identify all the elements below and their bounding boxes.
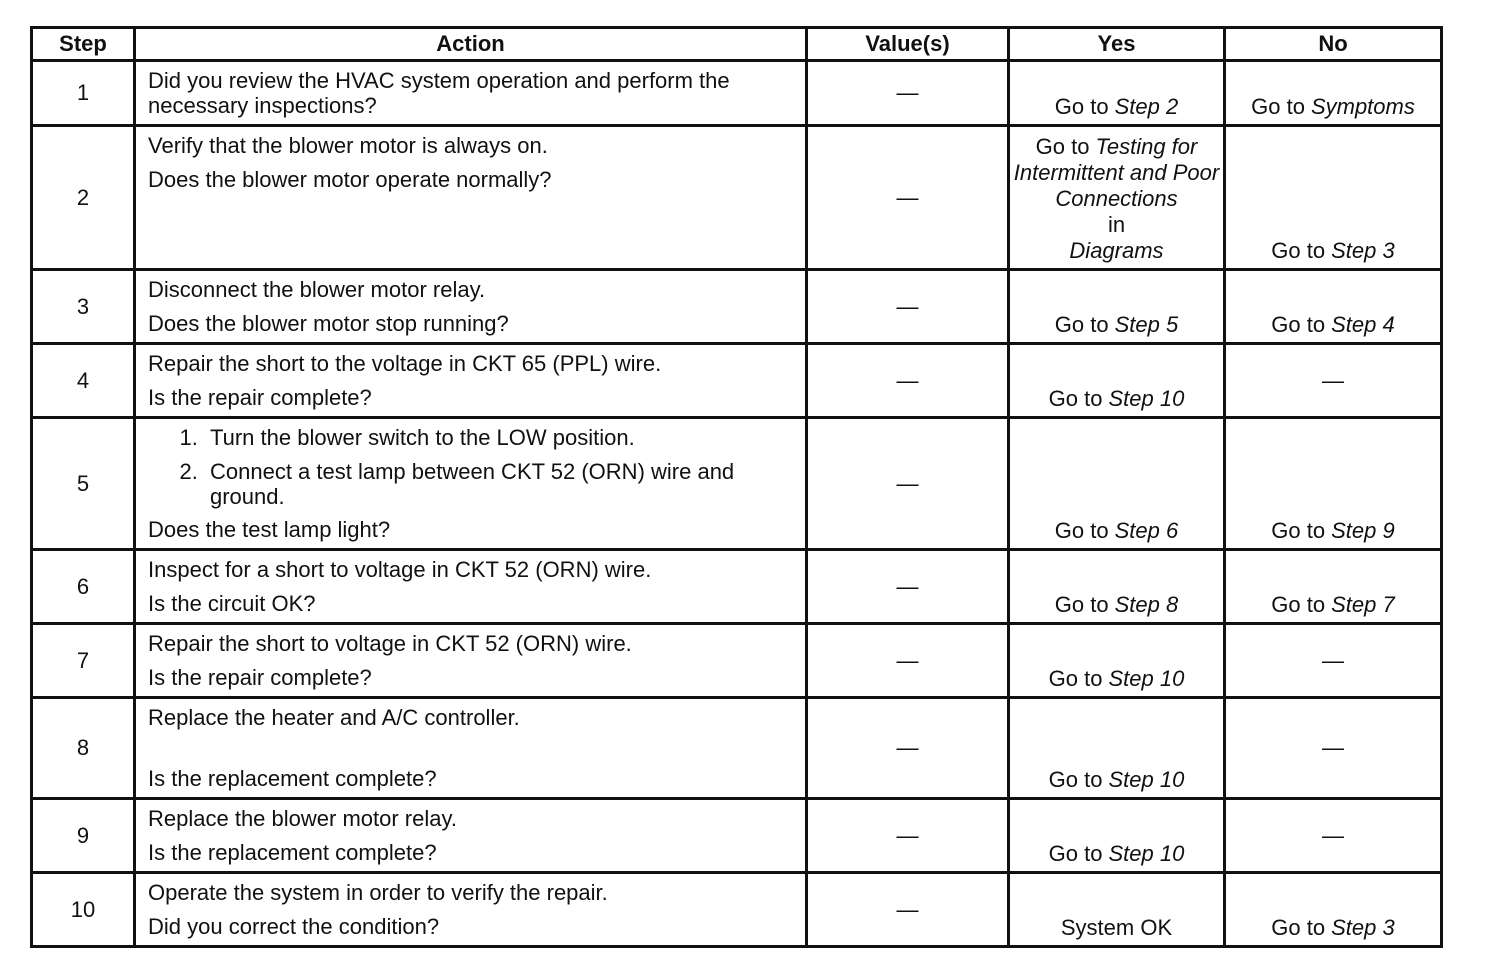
- yes-outcome-reference: Testing for Intermittent and Poor Connections: [1013, 134, 1220, 211]
- value-cell: —: [807, 550, 1009, 624]
- no-outcome-text: —: [1322, 822, 1344, 848]
- value-cell: —: [807, 270, 1009, 344]
- yes-outcome-prefix: Go to: [1054, 94, 1109, 119]
- yes-outcome-prefix: Go to: [1054, 592, 1109, 617]
- step-number: 3: [32, 270, 135, 344]
- action-text: Does the blower motor operate normally?: [148, 167, 552, 192]
- yes-outcome: [1009, 698, 1225, 799]
- action-text: Is the replacement complete?: [148, 766, 437, 791]
- action-text: Replace the heater and A/C controller.: [148, 705, 520, 730]
- yes-outcome-text: System OK: [1060, 915, 1173, 940]
- yes-outcome-reference: Step 10: [1108, 666, 1185, 691]
- step-number: 8: [32, 698, 135, 799]
- action-text: Operate the system in order to verify the repair.: [148, 880, 608, 905]
- header-yes: Yes: [1009, 28, 1225, 61]
- no-outcome-reference: Step 3: [1331, 238, 1395, 263]
- step-number: 6: [32, 550, 135, 624]
- step-number: 5: [32, 418, 135, 550]
- action-cell: [135, 344, 807, 418]
- table-row: [32, 873, 1442, 947]
- table-row: [32, 698, 1442, 799]
- action-cell: [135, 270, 807, 344]
- step-number: 2: [32, 126, 135, 270]
- step-number: 1: [32, 61, 135, 126]
- value-cell: —: [807, 799, 1009, 873]
- yes-outcome-prefix: Go to: [1048, 841, 1103, 866]
- header-values: Value(s): [807, 28, 1009, 61]
- yes-outcome-connector: in: [1107, 212, 1126, 237]
- no-outcome-reference: Step 9: [1331, 518, 1395, 543]
- table-body: [32, 61, 1442, 947]
- yes-outcome: [1009, 418, 1225, 550]
- diagnostic-table: [30, 26, 1443, 948]
- no-outcome-text: —: [1322, 735, 1344, 760]
- yes-outcome-prefix: Go to: [1054, 518, 1109, 543]
- action-text: Disconnect the blower motor relay.: [148, 277, 486, 302]
- no-outcome-reference: Step 7: [1331, 592, 1395, 617]
- step-number: 9: [32, 799, 135, 873]
- no-outcome: [1225, 344, 1442, 418]
- action-text: Did you correct the condition?: [148, 914, 440, 939]
- no-outcome: [1225, 873, 1442, 947]
- table-row: [32, 126, 1442, 270]
- yes-outcome: [1009, 126, 1225, 270]
- yes-outcome: [1009, 344, 1225, 418]
- yes-outcome-reference: Step 5: [1114, 312, 1179, 337]
- action-step-item: 2. Connect a test lamp between CKT 52 (ORN) wire and ground.: [204, 459, 795, 509]
- yes-outcome-prefix: Go to: [1054, 312, 1109, 337]
- action-cell: [135, 698, 807, 799]
- yes-outcome-reference: Step 2: [1114, 94, 1179, 119]
- table-row: [32, 550, 1442, 624]
- no-outcome-reference: Step 4: [1331, 312, 1395, 337]
- action-cell: [135, 799, 807, 873]
- action-cell: [135, 126, 807, 270]
- action-cell: [135, 624, 807, 698]
- action-step-item: 1. Turn the blower switch to the LOW position.: [204, 425, 795, 450]
- table-row: [32, 624, 1442, 698]
- yes-outcome: [1009, 270, 1225, 344]
- no-outcome: [1225, 418, 1442, 550]
- action-text: Inspect for a short to voltage in CKT 52 (ORN) wire.: [148, 557, 652, 582]
- no-outcome-text: —: [1322, 367, 1344, 393]
- table-header-row: [32, 28, 1442, 61]
- yes-outcome-prefix: Go to: [1048, 386, 1103, 411]
- action-text: Is the repair complete?: [148, 665, 372, 690]
- action-text: Does the test lamp light?: [148, 517, 391, 542]
- yes-outcome-reference: Step 10: [1108, 841, 1185, 866]
- table-row: [32, 61, 1442, 126]
- value-cell: —: [807, 344, 1009, 418]
- header-step: Step: [32, 28, 135, 61]
- value-cell: —: [807, 418, 1009, 550]
- yes-outcome-prefix: Go to: [1035, 134, 1090, 159]
- no-outcome-prefix: Go to: [1271, 915, 1326, 940]
- action-cell: [135, 61, 807, 126]
- step-number: 7: [32, 624, 135, 698]
- no-outcome: [1225, 624, 1442, 698]
- action-text: Is the circuit OK?: [148, 591, 316, 616]
- no-outcome-text: —: [1322, 647, 1344, 673]
- yes-outcome: [1009, 799, 1225, 873]
- no-outcome: [1225, 61, 1442, 126]
- value-cell: —: [807, 873, 1009, 947]
- action-cell: [135, 873, 807, 947]
- action-cell: [135, 418, 807, 550]
- value-cell: —: [807, 698, 1009, 799]
- yes-outcome: [1009, 873, 1225, 947]
- action-text: Verify that the blower motor is always on.: [148, 133, 548, 158]
- step-number: 10: [32, 873, 135, 947]
- action-text: Does the blower motor stop running?: [148, 311, 509, 336]
- action-text: Did you review the HVAC system operation and perform the necessary inspections?: [148, 68, 730, 118]
- header-action: Action: [135, 28, 807, 61]
- yes-outcome-prefix: Go to: [1048, 666, 1103, 691]
- table-row: [32, 344, 1442, 418]
- no-outcome-prefix: Go to: [1251, 94, 1305, 119]
- no-outcome-reference: Symptoms: [1310, 94, 1415, 119]
- yes-outcome-reference: Step 10: [1108, 386, 1185, 411]
- table-row: [32, 418, 1442, 550]
- action-text: Replace the blower motor relay.: [148, 806, 457, 831]
- no-outcome-prefix: Go to: [1271, 312, 1326, 337]
- yes-outcome: [1009, 61, 1225, 126]
- no-outcome: [1225, 550, 1442, 624]
- value-cell: —: [807, 624, 1009, 698]
- no-outcome-prefix: Go to: [1271, 592, 1326, 617]
- action-steps-list: [148, 425, 795, 509]
- value-cell: —: [807, 126, 1009, 270]
- yes-outcome-prefix: Go to: [1048, 767, 1103, 792]
- value-cell: —: [807, 61, 1009, 126]
- step-number: 4: [32, 344, 135, 418]
- yes-outcome-reference: Step 10: [1108, 767, 1185, 792]
- no-outcome-reference: Step 3: [1331, 915, 1395, 940]
- no-outcome: [1225, 270, 1442, 344]
- yes-outcome: [1009, 624, 1225, 698]
- yes-outcome-reference: Step 8: [1114, 592, 1179, 617]
- table-row: [32, 799, 1442, 873]
- yes-outcome-reference: Step 6: [1114, 518, 1179, 543]
- table-row: [32, 270, 1442, 344]
- header-no: No: [1225, 28, 1442, 61]
- action-text: Is the repair complete?: [148, 385, 372, 410]
- action-text: Is the replacement complete?: [148, 840, 437, 865]
- no-outcome: [1225, 698, 1442, 799]
- yes-outcome: [1009, 550, 1225, 624]
- no-outcome: [1225, 126, 1442, 270]
- action-cell: [135, 550, 807, 624]
- no-outcome: [1225, 799, 1442, 873]
- no-outcome-prefix: Go to: [1271, 518, 1326, 543]
- action-text: Repair the short to voltage in CKT 52 (ORN) wire.: [148, 631, 632, 656]
- yes-outcome-reference-2: Diagrams: [1069, 238, 1164, 263]
- action-text: Repair the short to the voltage in CKT 65 (PPL) wire.: [148, 351, 662, 376]
- no-outcome-prefix: Go to: [1271, 238, 1326, 263]
